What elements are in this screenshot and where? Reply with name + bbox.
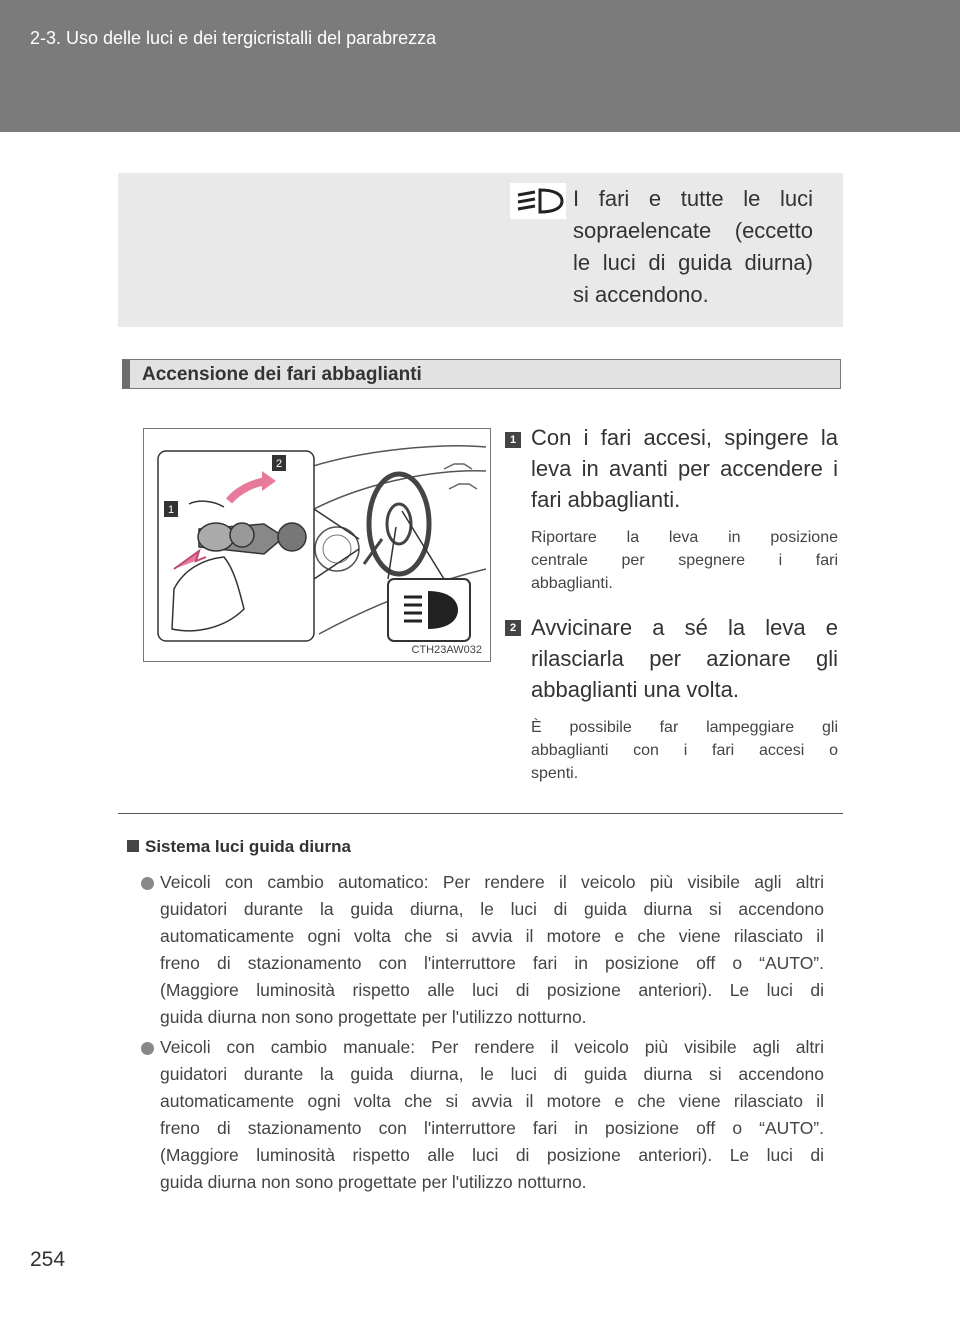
low-beam-headlight-icon — [510, 183, 566, 219]
step-2-note: È possibile far lampeggiare gli abbaglianti con i fari accesi o spenti. — [531, 719, 838, 782]
step-2-badge: 2 — [505, 620, 521, 636]
note-bullet-1: Veicoli con cambio automatico: Per rendere il veicolo più visibile agli altri guidatori durante la guida diurna, le luci di guida diurna si accendono automaticamente ogni volta che si avvia il motore e che viene rilasciato il freno di stazionamento con l'interruttore fari in posizione off o “AUTO”. (Maggiore luminosità rispetto alle luci di posizione anteriori). Le luci di guida diurna non sono progettate per l'utilizzo notturno. — [160, 872, 824, 1027]
info-box-text: I fari e tutte le luci sopraelencate (eccetto le luci di guida diurna) si accendono. — [573, 186, 813, 307]
figure-code: CTH23AW032 — [411, 644, 482, 656]
bullet-dot-icon — [141, 1042, 154, 1055]
callout-1: 1 — [167, 504, 175, 516]
steering-lever-illustration — [143, 428, 491, 662]
bullet-dot-icon — [141, 877, 154, 890]
step-1-text: Con i fari accesi, spingere la leva in avanti per accendere i fari abbaglianti. — [531, 425, 838, 512]
illustration-drawing — [144, 429, 490, 661]
section-heading — [122, 359, 841, 389]
step-2-text: Avvicinare a sé la leva e rilasciarla per azionare gli abbaglianti una volta. — [531, 615, 838, 702]
section-divider — [118, 813, 843, 814]
step-1-note: Riportare la leva in posizione centrale per spegnere i fari abbaglianti. — [531, 529, 838, 592]
section-heading-text: Accensione dei fari abbaglianti — [142, 364, 422, 385]
notes-heading: Sistema luci guida diurna — [127, 837, 351, 857]
page-number: 254 — [30, 1248, 66, 1271]
note-bullet-2: Veicoli con cambio manuale: Per rendere il veicolo più visibile agli altri guidatori durante la guida diurna, le luci di guida diurna si accendono automaticamente ogni volta che si avvia il motore e che viene rilasciato il freno di stazionamento con l'interruttore fari in posizione off o “AUTO”. (Maggiore luminosità rispetto alle luci di posizione anteriori). Le luci di guida diurna non sono progettate per l'utilizzo notturno. — [160, 1037, 824, 1192]
step-1-badge: 1 — [505, 432, 521, 448]
page-header — [0, 0, 960, 132]
callout-2: 2 — [275, 458, 283, 470]
square-bullet-icon — [127, 840, 139, 852]
chapter-title: 2-3. Uso delle luci e dei tergicristalli del parabrezza — [30, 28, 437, 48]
